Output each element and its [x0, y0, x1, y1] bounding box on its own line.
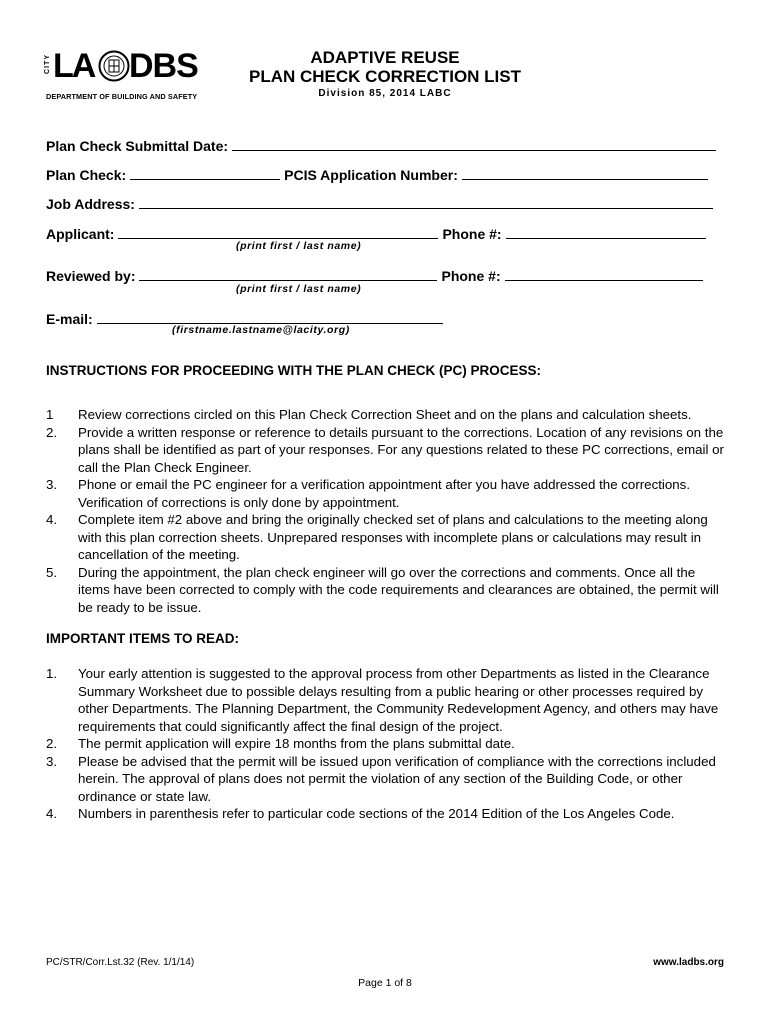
page-title-line1: ADAPTIVE REUSE — [310, 48, 460, 67]
reviewer-name-hint: (print first / last name) — [236, 283, 362, 295]
instructions-title: INSTRUCTIONS FOR PROCEEDING WITH THE PLAN CHECK (PC) PROCESS: — [46, 363, 542, 378]
applicant-phone-field[interactable] — [506, 226, 706, 239]
logo-la-text: LA — [53, 47, 95, 85]
reviewed-by-field[interactable] — [139, 268, 437, 281]
submittal-date-row — [46, 138, 720, 154]
important-list — [46, 665, 727, 823]
reviewed-by-label: Reviewed by: — [46, 268, 136, 284]
form-code: PC/STR/Corr.Lst.32 (Rev. 1/1/14) — [46, 957, 195, 968]
applicant-name-hint: (print first / last name) — [236, 240, 362, 252]
applicant-label: Applicant: — [46, 226, 115, 242]
plan-check-field[interactable] — [130, 167, 280, 180]
email-format-hint: (firstname.lastname@lacity.org) — [172, 324, 350, 336]
list-item: 3. Phone or email the PC engineer for a verification appointment after you have addressed the corrections. Verification of corrections is only done by appointment. — [46, 477, 691, 510]
plan-check-row — [46, 167, 712, 183]
list-item: 2. Provide a written response or reference to details pursuant to the corrections. Location of any revisions on the plans shall be identified as part of your responses. For any questions related to these PC corrections, email or call the Plan Check Engineer. — [46, 424, 724, 475]
applicant-phone-label: Phone #: — [442, 226, 502, 242]
list-item: 5. During the appointment, the plan check engineer will go over the corrections and comments. Once all the items have been corrected to comply with the code requirements and clearances are obtained, the permit will be ready to be issue. — [46, 564, 719, 615]
submittal-date-label: Plan Check Submittal Date: — [46, 138, 229, 154]
list-item: 2. The permit application will expire 18 months from the plans submittal date. — [46, 736, 515, 751]
page-number: Page 1 of 8 — [358, 977, 412, 989]
pcis-number-field[interactable] — [462, 167, 708, 180]
page-title-line2: PLAN CHECK CORRECTION LIST — [249, 67, 521, 86]
website-link[interactable]: www.ladbs.org — [653, 957, 724, 968]
important-title: IMPORTANT ITEMS TO READ: — [46, 631, 239, 646]
list-item: 1 Review corrections circled on this Plan Check Correction Sheet and on the plans and calculation sheets. — [46, 407, 692, 422]
instructions-list — [46, 406, 727, 616]
logo-department-subtitle: DEPARTMENT OF BUILDING AND SAFETY — [46, 92, 198, 101]
email-label: E-mail: — [46, 311, 93, 327]
email-field[interactable] — [97, 311, 443, 324]
submittal-date-field[interactable] — [232, 138, 716, 151]
logo-city-text: CITY — [44, 54, 51, 74]
division-subtitle: Division 85, 2014 LABC — [318, 88, 452, 99]
list-item: 4. Complete item #2 above and bring the originally checked set of plans and calculations to the meeting along with this plan correction sheets. Unprepared responses with incomplete plans or calculations may result in cancellation of the meeting. — [46, 512, 708, 562]
applicant-row — [46, 226, 710, 242]
reviewer-phone-label: Phone #: — [441, 268, 501, 284]
job-address-row — [46, 196, 717, 212]
applicant-name-field[interactable] — [118, 226, 438, 239]
job-address-field[interactable] — [139, 196, 713, 209]
list-item: 4. Numbers in parenthesis refer to particular code sections of the 2014 Edition of the Los Angeles Code. — [46, 806, 675, 821]
list-item: 3. Please be advised that the permit will be issued upon verification of compliance with the corrections included herein. The approval of plans does not permit the violation of any section of the Building Code, or other ordinance or state law. — [46, 753, 716, 804]
job-address-label: Job Address: — [46, 196, 135, 212]
reviewed-by-row — [46, 268, 707, 284]
reviewer-phone-field[interactable] — [505, 268, 703, 281]
list-item: 1. Your early attention is suggested to the approval process from other Departments as listed in the Clearance Summary Worksheet due to possible delays resulting from a public hearing or other processes required by other Departments. The Planning Department, the Community Redevelopment Agency, and others may have requirements that could significantly affect the final design of the project. — [46, 666, 719, 734]
pcis-label: PCIS Application Number: — [284, 167, 458, 183]
logo-dbs-text: DBS — [129, 47, 198, 85]
plan-check-label: Plan Check: — [46, 167, 127, 183]
